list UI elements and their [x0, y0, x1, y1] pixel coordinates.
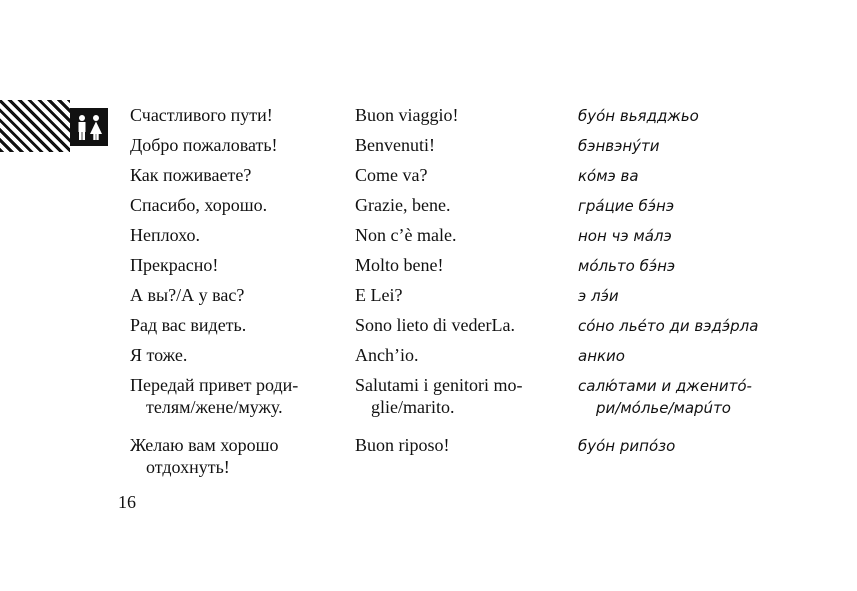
- transcription: [578, 132, 848, 157]
- phrase-line: буóн рипóзо: [578, 437, 676, 455]
- phrase-line: Non c’è male.: [355, 225, 457, 245]
- italian-phrase: [355, 342, 565, 366]
- phrase-line: анкио: [578, 347, 625, 365]
- russian-phrase: [130, 222, 345, 246]
- italian-phrase: [355, 132, 565, 156]
- phrase-line: нон чэ мáлэ: [578, 227, 672, 245]
- phrase-line: Buon viaggio!: [355, 105, 459, 125]
- transcription: [578, 282, 848, 307]
- transcription: [578, 432, 848, 457]
- phrase-line: мóльто бэ́нэ: [578, 257, 676, 275]
- phrase-row: [0, 342, 857, 372]
- phrase-line: Рад вас видеть.: [130, 315, 247, 335]
- italian-phrase: [355, 252, 565, 276]
- phrase-row: [0, 372, 857, 432]
- phrase-line: Anch’io.: [355, 345, 419, 365]
- phrase-line: кóмэ ва: [578, 167, 639, 185]
- phrase-line: E Lei?: [355, 285, 403, 305]
- phrase-line: э лэ́и: [578, 287, 619, 305]
- transcription: [578, 342, 848, 367]
- italian-phrase: [355, 102, 565, 126]
- transcription: [578, 252, 848, 277]
- phrase-line: Я тоже.: [130, 345, 188, 365]
- phrase-line: отдохнуть!: [146, 457, 230, 477]
- italian-phrase: [355, 162, 565, 186]
- phrase-row: [0, 432, 857, 492]
- transcription: [578, 192, 848, 217]
- phrase-line: Benvenuti!: [355, 135, 435, 155]
- russian-phrase: [130, 102, 345, 126]
- russian-phrase: [130, 372, 345, 418]
- phrase-line: грáцие бэ́нэ: [578, 197, 675, 215]
- phrase-line: Как поживаете?: [130, 165, 252, 185]
- phrase-row: [0, 312, 857, 342]
- phrase-row: [0, 192, 857, 222]
- phrase-row: [0, 222, 857, 252]
- phrase-line: буóн вьядджьо: [578, 107, 699, 125]
- italian-phrase: [355, 222, 565, 246]
- transcription: [578, 102, 848, 127]
- russian-phrase: [130, 282, 345, 306]
- transcription: [578, 222, 848, 247]
- italian-phrase: [355, 192, 565, 216]
- phrase-row: [0, 252, 857, 282]
- phrase-line: Прекрасно!: [130, 255, 219, 275]
- phrase-line: А вы?/А у вас?: [130, 285, 245, 305]
- page-number: 16: [118, 492, 136, 512]
- italian-phrase: [355, 282, 565, 306]
- phrase-row: [0, 282, 857, 312]
- russian-phrase: [130, 342, 345, 366]
- phrase-list: [0, 102, 857, 492]
- transcription: [578, 162, 848, 187]
- phrase-line: Come va?: [355, 165, 428, 185]
- italian-phrase: [355, 312, 565, 336]
- phrase-line: салю́тами и дженитó-: [578, 377, 752, 395]
- italian-phrase: [355, 432, 565, 456]
- russian-phrase: [130, 192, 345, 216]
- transcription: [578, 312, 848, 337]
- phrase-line: Желаю вам хорошо: [130, 435, 279, 455]
- russian-phrase: [130, 162, 345, 186]
- phrase-line: Buon riposo!: [355, 435, 450, 455]
- russian-phrase: [130, 252, 345, 276]
- phrase-line: сóно льéто ди вэдэ́рла: [578, 317, 759, 335]
- phrase-row: [0, 162, 857, 192]
- phrase-line: Неплохо.: [130, 225, 200, 245]
- phrase-line: Передай привет роди-: [130, 375, 299, 395]
- phrase-line: Salutami i genitori mo-: [355, 375, 523, 395]
- phrase-line: бэнвэнýти: [578, 137, 660, 155]
- phrase-line: телям/жене/мужу.: [146, 397, 283, 417]
- phrase-line: Добро пожаловать!: [130, 135, 278, 155]
- phrase-line: Счастливого пути!: [130, 105, 273, 125]
- phrase-line: Sono lieto di vederLa.: [355, 315, 515, 335]
- russian-phrase: [130, 312, 345, 336]
- phrase-line: Grazie, bene.: [355, 195, 451, 215]
- phrase-line: Molto bene!: [355, 255, 444, 275]
- transcription: [578, 372, 848, 419]
- russian-phrase: [130, 132, 345, 156]
- phrase-row: [0, 132, 857, 162]
- phrase-line: ри/мóлье/марúто: [596, 399, 731, 417]
- phrase-line: glie/marito.: [371, 397, 455, 417]
- phrase-line: Спасибо, хорошо.: [130, 195, 268, 215]
- italian-phrase: [355, 372, 565, 418]
- phrase-row: [0, 102, 857, 132]
- russian-phrase: [130, 432, 345, 478]
